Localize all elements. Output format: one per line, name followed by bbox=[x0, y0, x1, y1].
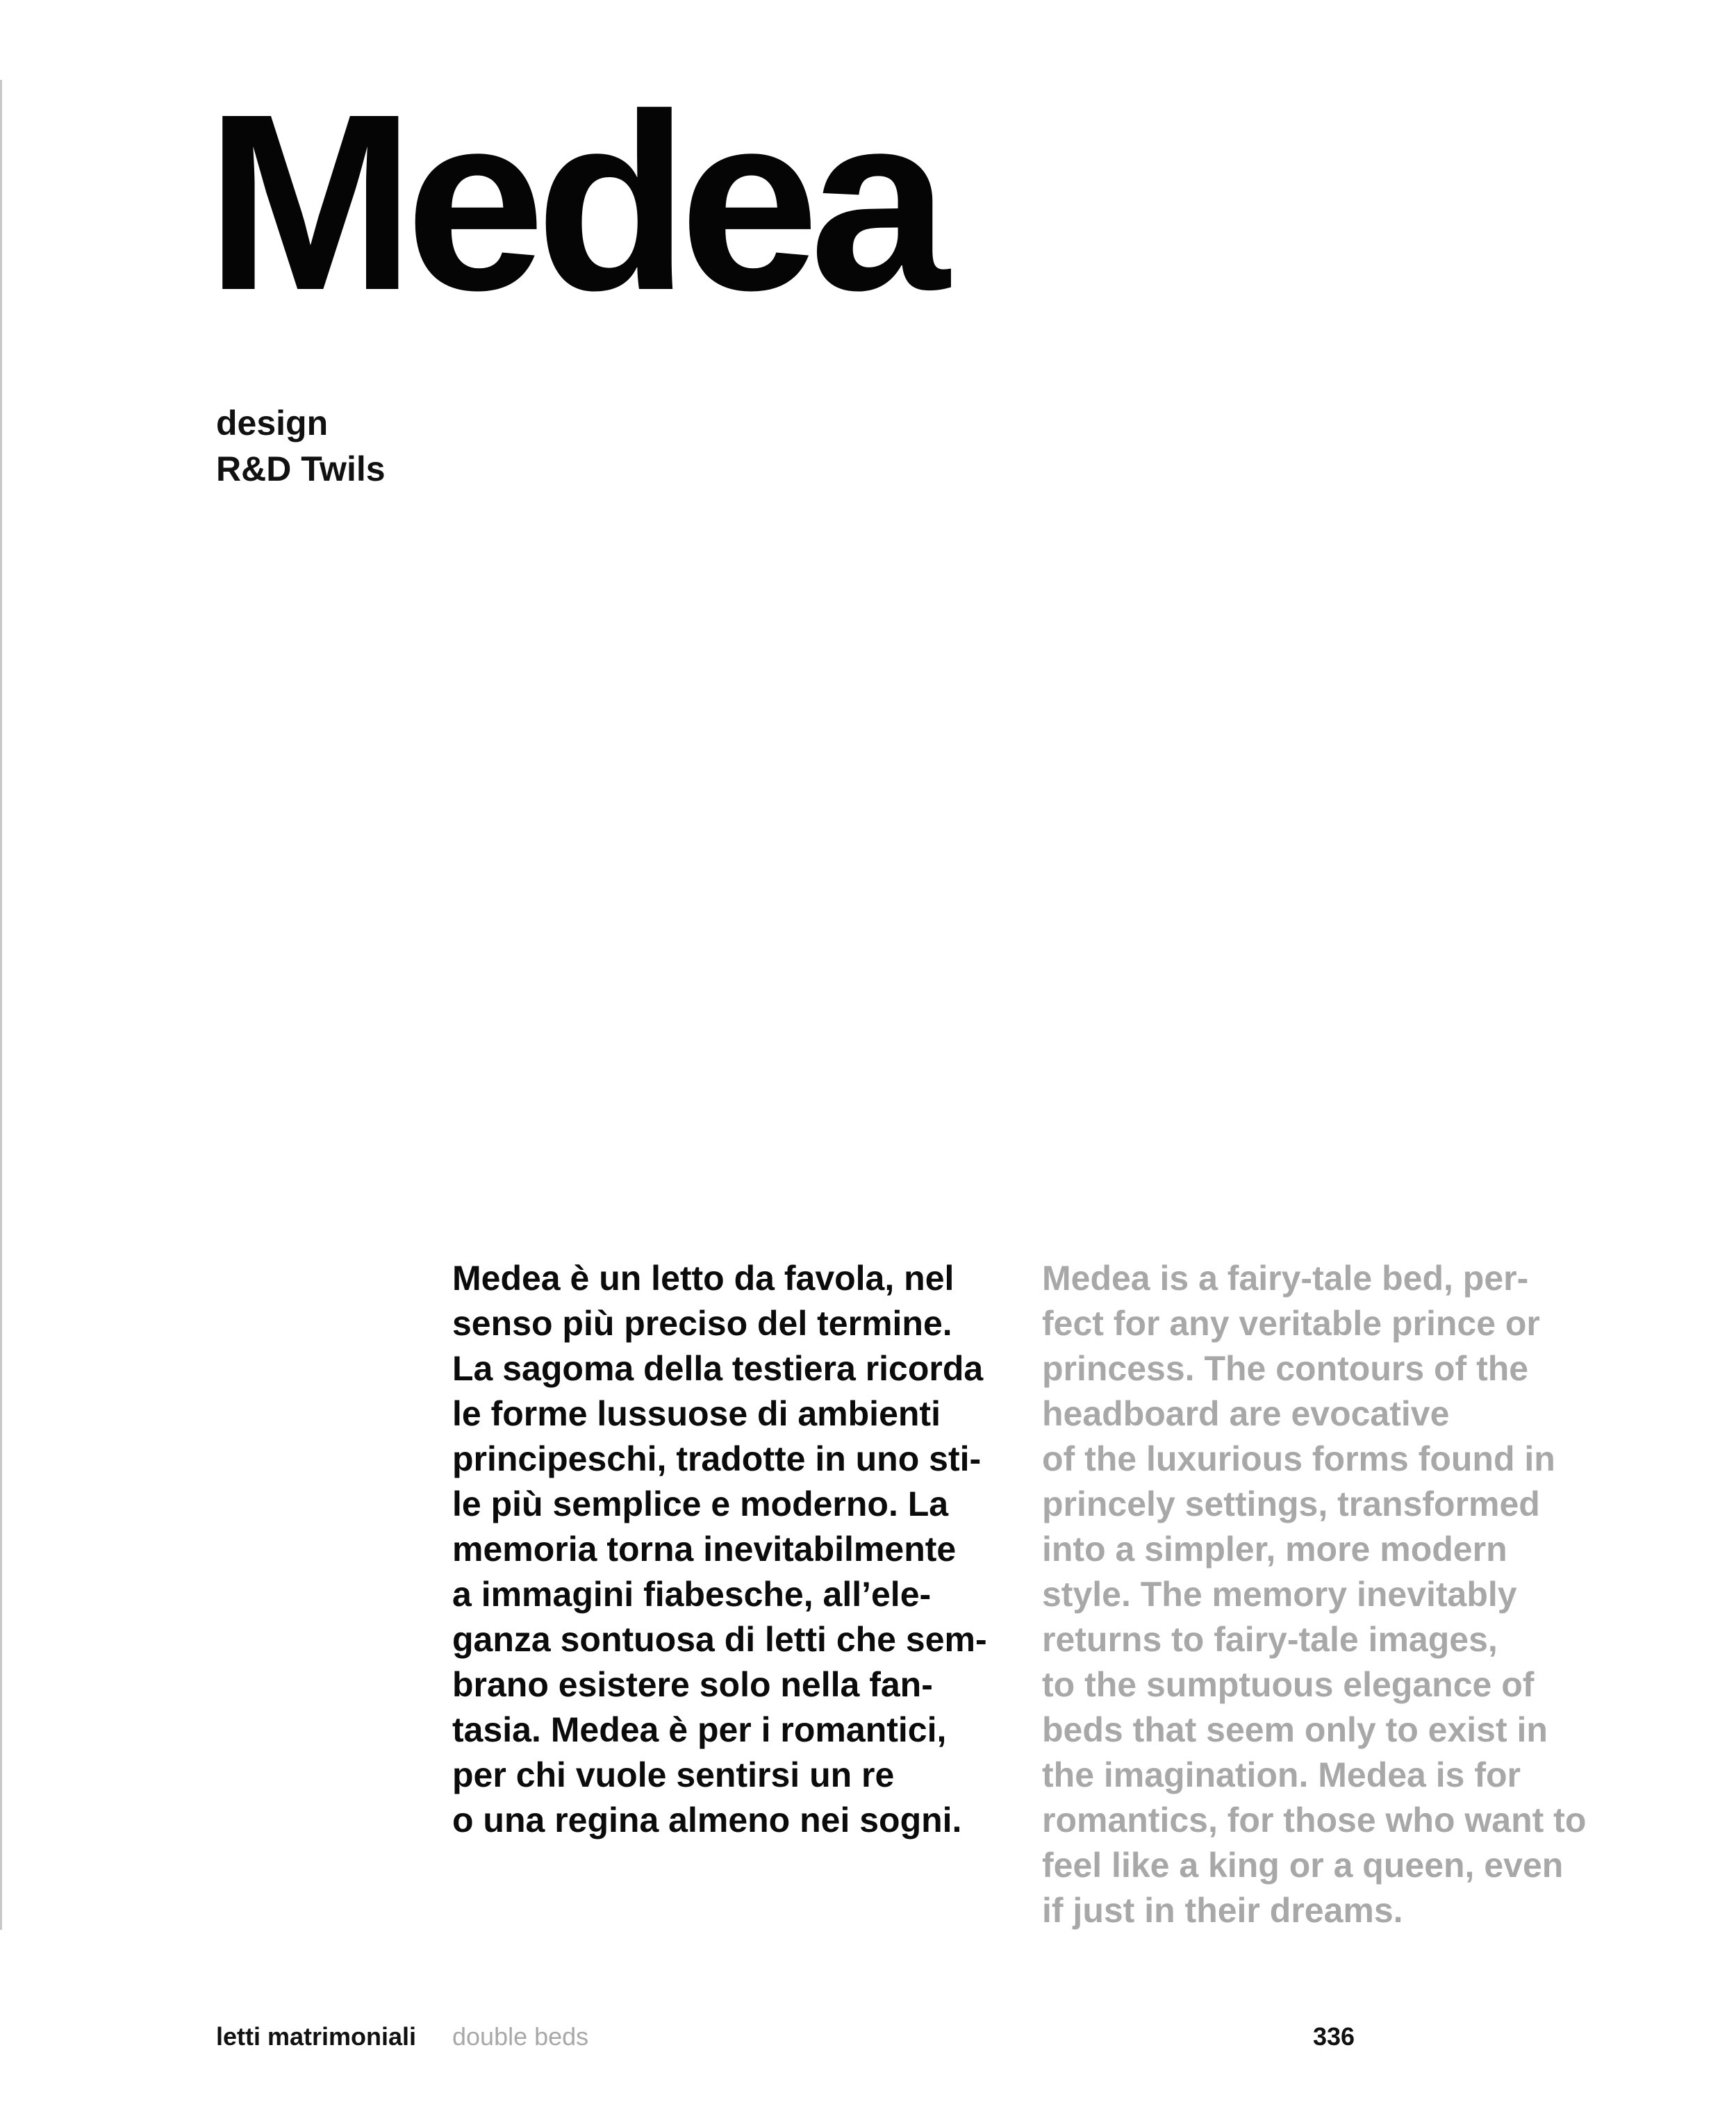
italian-line: le più semplice e moderno. La bbox=[452, 1485, 949, 1523]
italian-line: La sagoma della testiera ricorda bbox=[452, 1349, 984, 1388]
design-credit bbox=[216, 400, 386, 492]
footer-section-english: double beds bbox=[452, 2022, 589, 2051]
english-line: beds that seem only to exist in bbox=[1042, 1710, 1548, 1749]
page-title: Medea bbox=[206, 61, 940, 342]
page-number: 336 bbox=[1313, 2022, 1355, 2051]
italian-line: senso più preciso del termine. bbox=[452, 1304, 952, 1343]
english-line: fect for any veritable prince or bbox=[1042, 1304, 1540, 1343]
italian-line: brano esistere solo nella fan- bbox=[452, 1665, 933, 1704]
english-line: if just in their dreams. bbox=[1042, 1891, 1403, 1930]
credit-label: design bbox=[216, 404, 329, 443]
italian-line: principeschi, tradotte in uno sti- bbox=[452, 1439, 982, 1478]
english-line: headboard are evocative bbox=[1042, 1394, 1450, 1433]
english-description bbox=[1042, 1256, 1612, 1933]
english-line: of the luxurious forms found in bbox=[1042, 1439, 1555, 1478]
italian-line: o una regina almeno nei sogni. bbox=[452, 1801, 962, 1839]
english-line: princess. The contours of the bbox=[1042, 1349, 1529, 1388]
italian-line: Medea è un letto da favola, nel bbox=[452, 1259, 954, 1298]
credit-name: R&D Twils bbox=[216, 449, 386, 488]
italian-line: le forme lussuose di ambienti bbox=[452, 1394, 941, 1433]
english-line: Medea is a fairy-tale bed, per- bbox=[1042, 1259, 1529, 1298]
italian-line: ganza sontuosa di letti che sem- bbox=[452, 1620, 987, 1659]
italian-line: tasia. Medea è per i romantici, bbox=[452, 1710, 947, 1749]
english-line: to the sumptuous elegance of bbox=[1042, 1665, 1535, 1704]
italian-line: a immagini fiabesche, all’ele- bbox=[452, 1575, 932, 1614]
english-line: romantics, for those who want to bbox=[1042, 1801, 1587, 1839]
footer-section-italian: letti matrimoniali bbox=[216, 2022, 417, 2051]
italian-description bbox=[452, 1256, 1008, 1843]
english-line: princely settings, transformed bbox=[1042, 1485, 1540, 1523]
english-line: feel like a king or a queen, even bbox=[1042, 1846, 1564, 1885]
english-line: the imagination. Medea is for bbox=[1042, 1755, 1521, 1794]
page-edge-rule bbox=[0, 80, 2, 1930]
italian-line: memoria torna inevitabilmente bbox=[452, 1530, 957, 1569]
english-line: returns to fairy-tale images, bbox=[1042, 1620, 1498, 1659]
english-line: style. The memory inevitably bbox=[1042, 1575, 1517, 1614]
italian-line: per chi vuole sentirsi un re bbox=[452, 1755, 895, 1794]
english-line: into a simpler, more modern bbox=[1042, 1530, 1507, 1569]
